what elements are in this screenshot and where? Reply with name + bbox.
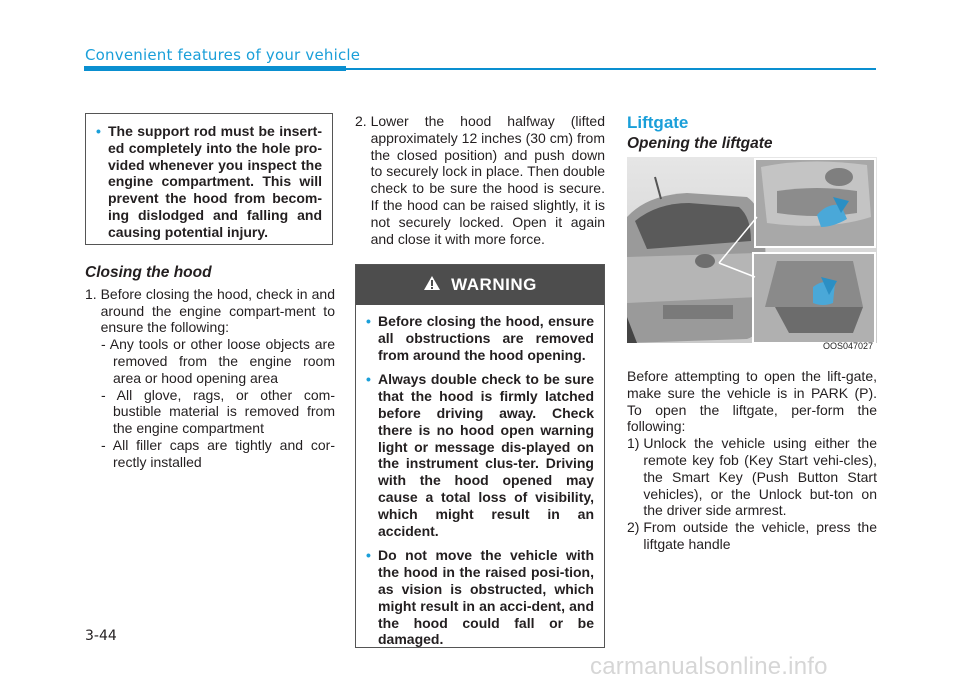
figure-code: OOS047027	[822, 341, 873, 351]
warning-box	[355, 264, 605, 648]
step-number: 1.	[85, 285, 101, 302]
step-text: Before closing the hood, check in and around the engine compart-ment to ensure the following:	[100, 285, 335, 336]
liftgate-subtitle: Opening the liftgate	[627, 135, 773, 152]
note-bullet	[96, 123, 322, 241]
closing-hood-section	[85, 265, 335, 471]
step-number: 1)	[627, 435, 644, 452]
bullet-dot-icon: •	[366, 547, 371, 564]
warning-item	[366, 547, 594, 648]
closing-hood-heading: Closing the hood	[85, 264, 212, 281]
warning-header	[356, 265, 604, 305]
liftgate-step-1	[627, 435, 877, 519]
section-header-title: Convenient features of your vehicle	[85, 46, 361, 64]
closing-step-2	[355, 113, 605, 247]
warning-triangle-icon	[423, 275, 441, 296]
page-number: 3-44	[85, 628, 117, 644]
bullet-dot-icon: •	[366, 371, 371, 388]
warning-text: Before closing the hood, ensure all obstructions are removed from around the hood opening.	[378, 313, 594, 363]
warning-title: WARNING	[451, 275, 537, 294]
warning-text: Always double check to be sure that the hood is firmly latched before driving away. Check there is no hood open warning light or message dis-played on the instrument clus-ter. Driving with the hood opened may cause a total loss of visibility, which might result in an accident.	[378, 371, 594, 539]
liftgate-illustration	[627, 157, 877, 353]
step-number: 2)	[627, 519, 644, 536]
liftgate-step-2	[627, 519, 877, 553]
closing-step-2-block	[355, 113, 605, 247]
checklist-item: - All glove, rags, or other com-bustible material is removed from the engine compartment	[101, 386, 335, 437]
warning-item	[366, 313, 594, 363]
closing-step-1	[85, 286, 335, 336]
step-text: Unlock the vehicle using either the remote key fob (Key Start vehi-cles), the Smart Key (Push Button Start vehicles), or the Unlock but-ton on the driver side armrest.	[643, 435, 877, 519]
header-rule-thick	[84, 66, 346, 71]
vehicle-rear-illustration	[627, 157, 877, 353]
watermark: carmanualsonline.info	[590, 653, 828, 680]
step-number: 2.	[355, 113, 371, 129]
checklist-item: - Any tools or other loose objects are removed from the engine room area or hood opening area	[101, 336, 335, 386]
warning-item	[366, 371, 594, 539]
step-text: From outside the vehicle, press the liftgate handle	[643, 519, 877, 552]
liftgate-instructions	[627, 368, 877, 553]
liftgate-title: Liftgate	[627, 113, 689, 132]
liftgate-intro: Before attempting to open the lift-gate, make sure the vehicle is in PARK (P). To open the liftgate, per-form the following:	[627, 368, 877, 435]
bullet-dot-icon: •	[96, 123, 101, 139]
step-text: Lower the hood halfway (lifted approximately 12 inches (30 cm) from the closed position) and push down to securely lock in place. Then double check to be sure the hood is secure. If the hood can be raised slightly, it is not securely locked. Open it again and close it with more force.	[370, 113, 605, 247]
checklist-item: - All filler caps are tightly and cor-rectly installed	[101, 436, 335, 470]
bullet-dot-icon: •	[366, 313, 371, 329]
note-text: The support rod must be insert-ed completely into the hole pro-vided whenever you inspect the engine compartment. This will prevent the hood from becom-ing dislodged and falling and causing potential injury.	[108, 123, 322, 240]
warning-text: Do not move the vehicle with the hood in the raised posi-tion, as vision is obstructed, which might result in an acci-dent, and the hood could fall or be damaged.	[378, 547, 594, 648]
caution-note-box	[85, 113, 333, 245]
warning-body	[356, 305, 604, 648]
header-rule-thin	[346, 68, 876, 70]
